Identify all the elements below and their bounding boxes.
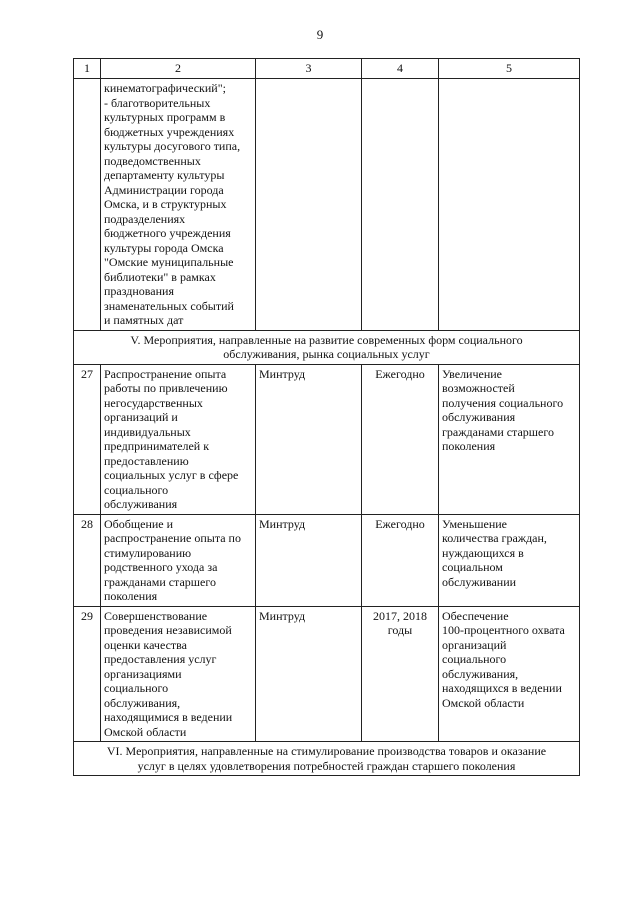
section-row (74, 330, 580, 364)
row-result: Уменьшение количества граждан, нуждающихся в социальном обслуживании (439, 514, 580, 606)
continuation-measure-cell: кинематографический"; - благотворительных культурных программ в бюджетных учреждениях культуры досугового типа, подведомственных департаменту культуры Администрации города Омска, и в структурных подразделениях бюджетного учреждения культуры города Омска "Омские муниципальные библиотеки" в рамках празднования знаменательных событий и памятных дат (101, 79, 256, 331)
row-number: 27 (74, 364, 101, 514)
continuation-num-cell (74, 79, 101, 331)
row-executor: Минтруд (256, 514, 362, 606)
row-executor: Минтруд (256, 364, 362, 514)
plan-table (73, 58, 580, 776)
row-measure: Совершенствование проведения независимой оценки качества предоставления услуг организациями социального обслуживания, находящимися в ведении Омской области (101, 606, 256, 742)
row-number: 28 (74, 514, 101, 606)
continuation-executor-cell (256, 79, 362, 331)
continuation-result-cell (439, 79, 580, 331)
row-term: Ежегодно (362, 364, 439, 514)
section-title-vi: VI. Мероприятия, направленные на стимулирование производства товаров и оказание услуг в целях удовлетворения потребностей граждан старшего поколения (74, 742, 580, 776)
table-header-row (74, 59, 580, 79)
continuation-term-cell (362, 79, 439, 331)
header-col-5: 5 (439, 59, 580, 79)
row-term: Ежегодно (362, 514, 439, 606)
continuation-row (74, 79, 580, 331)
table-row (74, 514, 580, 606)
table-row (74, 606, 580, 742)
section-row (74, 742, 580, 776)
header-col-1: 1 (74, 59, 101, 79)
row-result: Увеличение возможностей получения социального обслуживания гражданами старшего поколения (439, 364, 580, 514)
header-col-4: 4 (362, 59, 439, 79)
table-row (74, 364, 580, 514)
header-col-3: 3 (256, 59, 362, 79)
page-number: 9 (316, 27, 324, 42)
row-number: 29 (74, 606, 101, 742)
row-result: Обеспечение 100-процентного охвата организаций социального обслуживания, находящихся в ведении Омской области (439, 606, 580, 742)
row-executor: Минтруд (256, 606, 362, 742)
row-measure: Обобщение и распространение опыта по стимулированию родственного ухода за гражданами старшего поколения (101, 514, 256, 606)
row-term: 2017, 2018 годы (362, 606, 439, 742)
header-col-2: 2 (101, 59, 256, 79)
row-measure: Распространение опыта работы по привлечению негосударственных организаций и индивидуальных предпринимателей к предоставлению социальных услуг в сфере социального обслуживания (101, 364, 256, 514)
section-title-v: V. Мероприятия, направленные на развитие современных форм социального обслуживания, рынка социальных услуг (74, 330, 580, 364)
